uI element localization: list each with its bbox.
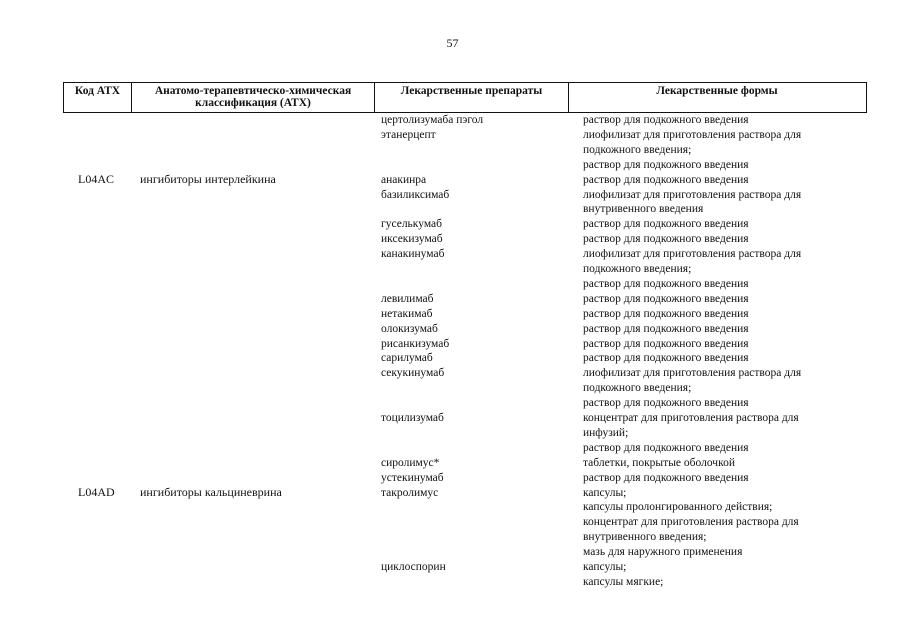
drug-name: нетакимаб (381, 307, 433, 320)
dosage-form: лиофилизат для приготовления раствора для (583, 188, 802, 201)
dosage-form: капсулы мягкие; (583, 575, 664, 588)
table-header (63, 82, 867, 113)
drug-name: этанерцепт (381, 128, 436, 141)
dosage-form: раствор для подкожного введения (583, 397, 749, 410)
dosage-form: раствор для подкожного введения (583, 218, 749, 231)
dosage-form: раствор для подкожного введения (583, 441, 749, 454)
header-classification-line1: Анатомо-терапевтическо-химическая (154, 85, 352, 97)
dosage-form: капсулы; (583, 561, 627, 573)
dosage-form: подкожного введения; (583, 263, 692, 275)
dosage-form: раствор для подкожного введения (583, 277, 749, 290)
header-code: Код АТХ (74, 85, 121, 97)
dosage-form: раствор для подкожного введения (583, 114, 749, 126)
drug-name: базиликсимаб (381, 188, 450, 201)
drug-name: гуселькумаб (381, 218, 442, 231)
dosage-form: раствор для подкожного введения (583, 307, 749, 320)
dosage-form: лиофилизат для приготовления раствора для (583, 367, 802, 380)
dosage-form: раствор для подкожного введения (583, 337, 749, 350)
atc-code: L04AD (78, 485, 115, 499)
dosage-form: внутривенного введения; (583, 531, 707, 544)
atc-classification: ингибиторы кальциневрина (140, 485, 282, 499)
drug-name: такролимус (381, 486, 439, 499)
drug-name: сарилумаб (381, 352, 433, 365)
dosage-form: мазь для наружного применения (583, 546, 743, 559)
drug-name: левилимаб (381, 292, 434, 305)
header-forms: Лекарственные формы (656, 85, 778, 97)
drug-name: анакинра (381, 173, 427, 186)
dosage-form: капсулы пролонгированного действия; (583, 501, 773, 514)
dosage-form: таблетки, покрытые оболочкой (583, 456, 735, 469)
atc-classification: ингибиторы интерлейкина (140, 172, 276, 186)
dosage-form: концентрат для приготовления раствора для (583, 516, 799, 529)
dosage-form: раствор для подкожного введения (583, 292, 749, 305)
dosage-form: раствор для подкожного введения (583, 173, 749, 186)
dosage-form: концентрат для приготовления раствора для (583, 412, 799, 424)
drug-name: канакинумаб (381, 248, 445, 261)
drug-name: секукинумаб (381, 367, 445, 380)
dosage-form: раствор для подкожного введения (583, 352, 749, 365)
page-number: 57 (446, 36, 459, 50)
dosage-form: лиофилизат для приготовления раствора для (583, 128, 802, 141)
dosage-form: раствор для подкожного введения (583, 471, 749, 484)
atc-code: L04AC (78, 172, 114, 186)
dosage-form: раствор для подкожного введения (583, 322, 749, 335)
header-drugs: Лекарственные препараты (400, 85, 543, 97)
drug-name: тоцилизумаб (381, 412, 444, 424)
drug-name: иксекизумаб (381, 233, 443, 246)
dosage-form: инфузий; (583, 426, 629, 439)
drug-name: рисанкизумаб (381, 337, 450, 350)
drug-name: цертолизумаба пэгол (381, 114, 484, 126)
dosage-form: раствор для подкожного введения (583, 233, 749, 246)
dosage-form: лиофилизат для приготовления раствора для (583, 248, 802, 261)
dosage-form: подкожного введения; (583, 143, 692, 156)
drug-name: сиролимус* (381, 456, 440, 469)
drug-name: циклоспорин (381, 561, 446, 573)
dosage-form: капсулы; (583, 486, 627, 499)
header-classification (132, 83, 374, 112)
drug-name: олокизумаб (381, 322, 438, 335)
dosage-form: внутривенного введения (583, 203, 704, 216)
drug-name: устекинумаб (381, 471, 444, 484)
header-classification-line2: классификация (АТХ) (195, 97, 311, 109)
dosage-form: раствор для подкожного введения (583, 158, 749, 171)
dosage-form: подкожного введения; (583, 382, 692, 395)
